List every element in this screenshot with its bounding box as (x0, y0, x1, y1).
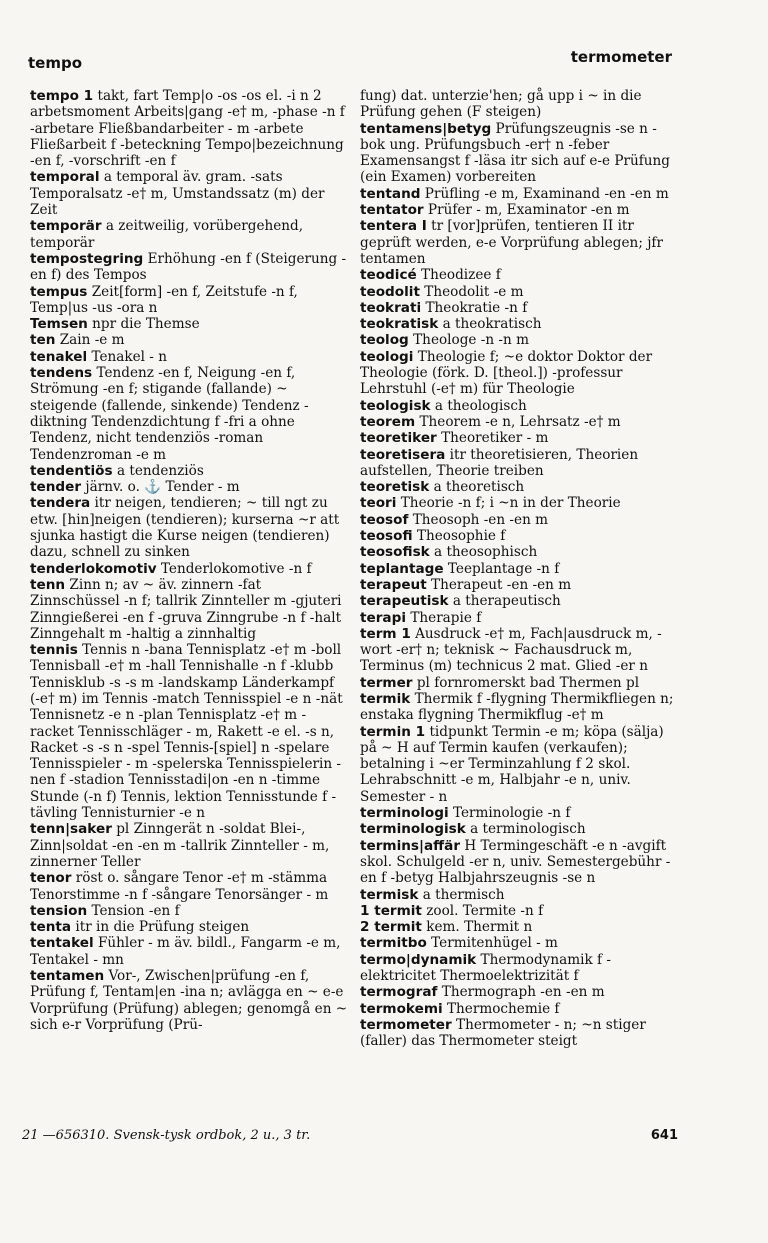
entry-headword: tendentiös (30, 462, 113, 479)
entry-definition: a theosophisch (429, 544, 538, 561)
dictionary-entry (360, 935, 680, 951)
entry-definition: itr neigen, tendieren; ~ till ngt zu etw. [hin]neigen (tendieren); kurserna ~r att sjunka hastigt die Kurse neigen (tendieren) dazu, schnell zu sinken (30, 495, 340, 561)
dictionary-entry (30, 919, 348, 935)
entry-headword: terapeutisk (360, 593, 449, 610)
entry-definition: Therapeut -en -en m (426, 576, 572, 593)
entry-headword: tenn|saker (30, 821, 112, 838)
entry-definition: Thermograph -en -en m (437, 984, 605, 1001)
dictionary-entry (360, 202, 680, 218)
entry-definition: Theologe -n -n m (408, 332, 529, 349)
dictionary-entry (360, 805, 680, 821)
entry-definition: pl fornromerskt bad Thermen pl (412, 674, 640, 691)
entry-definition: Thermometer - n; ~n stiger (faller) das Thermometer steigt (360, 1016, 646, 1050)
entry-headword: tenderlokomotiv (30, 560, 157, 577)
entry-definition: Prüfungszeugnis -se n -bok ung. Prüfungsbuch -er† n -feber Examensangst f -läsa itr sich auf e-e Prüfung (ein Examen) vorbereiten (360, 120, 670, 186)
dictionary-entry (360, 561, 680, 577)
entry-headword: tenor (30, 870, 72, 887)
dictionary-entry (360, 430, 680, 446)
entry-headword: terminologisk (360, 821, 466, 838)
entry-headword: terapeut (360, 576, 427, 593)
entry-headword: teoretisera (360, 446, 446, 463)
entry-definition: Zain -e m (55, 332, 125, 349)
entry-headword: termo|dynamik (360, 951, 477, 968)
dictionary-entry (360, 284, 680, 300)
running-head-left: tempo (28, 54, 83, 72)
dictionary-entry (360, 838, 680, 887)
entry-headword: teosofisk (360, 544, 430, 561)
entry-headword: ten (30, 332, 56, 349)
entry-headword: teodicé (360, 267, 417, 284)
entry-definition: Zinn n; av ~ äv. zinnern -fat Zinnschüssel -n f; tallrik Zinnteller m -gjuteri Zinngießerei -en f -gruva Zinngrube -n f -halt Zinngehalt m -haltig a zinnhaltig (30, 576, 342, 642)
dictionary-entry (360, 903, 680, 919)
dictionary-entry (30, 463, 348, 479)
entry-definition: Fühler - m äv. bildl., Fangarm -e m, Tentakel - mn (30, 935, 341, 968)
dictionary-entry (360, 626, 680, 675)
entry-definition: Theosoph -en -en m (408, 511, 549, 528)
entry-definition: pl Zinngerät n -soldat Blei-, Zinn|soldat -en -en m -tallrik Zinnteller - m, zinnerner Teller (30, 821, 330, 870)
entry-definition: Thermodynamik f -elektricitet Thermoelektrizität f (360, 951, 611, 985)
dictionary-entry (360, 544, 680, 560)
entry-headword: tender (30, 479, 82, 496)
dictionary-entry (30, 821, 348, 870)
entry-headword: tenn (30, 576, 66, 593)
entry-definition: Theorie -n f; i ~n in der Theorie (396, 495, 621, 512)
entry-definition: Tenakel - n (87, 348, 167, 365)
entry-definition: fung) dat. unterzie'hen; gå upp i ~ in die Prüfung gehen (F steigen) (360, 88, 642, 121)
entry-definition: takt, fart Temp|o -os -os el. -i n 2 arbetsmoment Arbeits|gang -e† m, -phase -n f -arbetare Fließbandarbeiter - m -arbete Fließarbeit f -beteckning Tempo|bezeichnung -en f, -vorschrift -en f (30, 88, 345, 170)
entry-headword: tentakel (30, 935, 94, 952)
entry-headword: teori (360, 495, 397, 512)
entry-headword: teorem (360, 413, 416, 430)
entry-headword: tenakel (30, 348, 88, 365)
entry-definition: Theosophie f (412, 528, 506, 545)
dictionary-entry (30, 935, 348, 968)
entry-definition: järnv. o. ⚓ Tender - m (81, 479, 240, 496)
dictionary-entry (30, 332, 348, 348)
dictionary-entry (30, 365, 348, 463)
entry-headword: teologi (360, 348, 414, 365)
entry-definition: kem. Thermit n (421, 919, 533, 936)
dictionary-entry (360, 528, 680, 544)
entry-headword: tempus (30, 283, 88, 300)
entry-definition: a zeitweilig, vorübergehend, temporär (30, 218, 304, 251)
entry-headword: termer (360, 674, 413, 691)
entry-definition: Therapie f (406, 609, 482, 626)
entry-definition: Teeplantage -n f (443, 560, 560, 577)
entry-definition: npr die Themse (87, 316, 200, 333)
dictionary-entry (360, 88, 680, 121)
entry-headword: tendera (30, 495, 91, 512)
dictionary-entry (360, 398, 680, 414)
running-head (28, 48, 672, 76)
entry-definition: Vor-, Zwischen|prüfung -en f, Prüfung f, Tentam|en -ina n; avlägga en ~ e-e Vorprüfung (Prüfung) ablegen; genomgå en ~ sich e-r Vorprüfung (Prü- (30, 968, 348, 1033)
dictionary-entry (30, 169, 348, 218)
entry-headword: termins|affär (360, 837, 461, 854)
dictionary-entry (360, 887, 680, 903)
dictionary-entry (360, 984, 680, 1000)
dictionary-entry (30, 495, 348, 560)
entry-definition: tidpunkt Termin -e m; köpa (sälja) på ~ H auf Termin kaufen (verkaufen); betalning i ~er Terminzahlung f 2 skol. Lehrabschnitt -e m, Halbjahr -e n, univ. Semester - n (360, 723, 664, 805)
entry-headword: tenta (30, 919, 72, 936)
entry-definition: Thermochemie f (442, 1000, 560, 1017)
dictionary-entry (360, 821, 680, 837)
entry-headword: teokratisk (360, 316, 439, 333)
entry-definition: a terminologisch (465, 821, 586, 838)
dictionary-entry (360, 919, 680, 935)
entry-definition: Theodizee f (416, 267, 501, 284)
dictionary-entry (30, 642, 348, 821)
right-column (360, 88, 680, 1050)
entry-headword: termisk (360, 886, 419, 903)
dictionary-entry (360, 1017, 680, 1050)
entry-headword: temporär (30, 218, 102, 235)
entry-headword: teolog (360, 332, 409, 349)
entry-headword: termokemi (360, 1000, 443, 1017)
entry-headword: teosofi (360, 528, 413, 545)
dictionary-entry (360, 186, 680, 202)
entry-headword: term 1 (360, 625, 411, 642)
entry-definition: a theoretisch (429, 479, 525, 496)
dictionary-entry (30, 577, 348, 642)
entry-definition: a theologisch (430, 397, 527, 414)
dictionary-entry (360, 675, 680, 691)
entry-headword: 2 termit (360, 919, 422, 936)
dictionary-entry (360, 724, 680, 805)
entry-definition: H Termingeschäft -e n -avgift skol. Schulgeld -er n, univ. Semestergebühr -en f -betyg Halbjahrszeugnis -se n (360, 837, 671, 887)
entry-definition: Tenderlokomotive -n f (156, 560, 312, 577)
dictionary-entry (360, 414, 680, 430)
entry-definition: a temporal äv. gram. -sats Temporalsatz -e† m, Umstandssatz (m) der Zeit (30, 169, 325, 219)
entry-definition: Theodolit -e m (419, 283, 524, 300)
left-column (30, 88, 348, 1033)
dictionary-entry (30, 251, 348, 284)
dictionary-entry (360, 495, 680, 511)
entry-headword: tentand (360, 185, 421, 202)
dictionary-entry (30, 903, 348, 919)
dictionary-entry (360, 267, 680, 283)
dictionary-entry (30, 316, 348, 332)
entry-definition: Zeit[form] -en f, Zeitstufe -n f, Temp|us -us -ora n (30, 283, 298, 316)
dictionary-entry (30, 284, 348, 317)
dictionary-entry (30, 479, 348, 495)
entry-headword: tentera I (360, 218, 427, 235)
entry-definition: a theokratisch (438, 316, 542, 333)
dictionary-entry (360, 349, 680, 398)
dictionary-entry (360, 447, 680, 480)
entry-headword: tentamen (30, 968, 105, 985)
entry-definition: Theoretiker - m (436, 430, 549, 447)
dictionary-entry (360, 691, 680, 724)
dictionary-entry (360, 479, 680, 495)
entry-headword: tentamens|betyg (360, 120, 492, 137)
entry-headword: termin 1 (360, 723, 426, 740)
entry-definition: Theorem -e n, Lehrsatz -e† m (415, 413, 621, 430)
entry-headword: tempo 1 (30, 88, 94, 104)
entry-definition: itr theoretisieren, Theorien aufstellen, Theorie treiben (360, 446, 639, 479)
entry-headword: termitbo (360, 935, 427, 952)
entry-definition: Prüfling -e m, Examinand -en -en m (420, 185, 669, 202)
entry-definition: röst o. sångare Tenor -e† m -stämma Tenorstimme -n f -sångare Tenorsänger - m (30, 870, 329, 903)
dictionary-entry (360, 121, 680, 186)
entry-headword: teodolit (360, 283, 420, 300)
entry-definition: a thermisch (418, 886, 505, 903)
entry-definition: a tendenziös (112, 462, 204, 479)
entry-headword: teokrati (360, 299, 422, 316)
entry-headword: teplantage (360, 560, 444, 577)
running-head-right: termometer (570, 48, 672, 66)
entry-headword: teoretisk (360, 479, 430, 496)
entry-headword: termograf (360, 984, 438, 1001)
page-number: 641 (650, 1128, 678, 1143)
dictionary-entry (30, 88, 348, 169)
entry-definition: Thermik f -flygning Thermikfliegen n; enstaka flygning Thermikflug -e† m (360, 690, 674, 724)
dictionary-entry (360, 512, 680, 528)
entry-definition: Terminologie -n f (448, 805, 571, 822)
dictionary-entry (30, 561, 348, 577)
entry-headword: Temsen (30, 316, 88, 333)
dictionary-entry (360, 593, 680, 609)
entry-definition: a therapeutisch (448, 593, 561, 610)
entry-definition: itr in die Prüfung steigen (71, 919, 250, 936)
entry-definition: Tennis n -bana Tennisplatz -e† m -boll Tennisball -e† m -hall Tennishalle -n f -klubb Tennisklub -s -s m -landskamp Länderkampf (-e† m) im Tennis -match Tennisspiel -e n -nät Tennisnetz -e n -plan Tennisplatz -e† m -racket Tennisschläger - m, Rakett -e el. -s n, Racket -s -s n -spel Tennis-[spiel] n -spelare Tennisspieler - m -spelerska Tennisspielerin -nen f -stadion Tennisstadi|on -en n -timme Stunde (-n f) Tennis, lektion Tennisstunde f -tävling Tennisturnier -e n (30, 642, 343, 822)
dictionary-entry (30, 349, 348, 365)
entry-definition: zool. Termite -n f (421, 902, 544, 919)
dictionary-entry (360, 577, 680, 593)
entry-definition: Ausdruck -e† m, Fach|ausdruck m, -wort -er† n; teknisk ~ Fachausdruck m, Terminus (m) technicus 2 mat. Glied -er n (360, 625, 662, 675)
entry-headword: 1 termit (360, 902, 422, 919)
entry-definition: Theologie f; ~e doktor Doktor der Theologie (förk. D. [theol.]) -professur Lehrstuhl (-e† m) für Theologie (360, 348, 653, 398)
dictionary-entry (360, 952, 680, 985)
dictionary-entry (30, 870, 348, 903)
entry-headword: tendens (30, 365, 93, 382)
entry-headword: teosof (360, 511, 409, 528)
dictionary-entry (360, 300, 680, 316)
entry-definition: Theokratie -n f (421, 299, 528, 316)
entry-headword: teologisk (360, 397, 431, 414)
entry-headword: terapi (360, 609, 406, 626)
entry-headword: tempostegring (30, 250, 144, 267)
print-note: 21 —656310. Svensk-tysk ordbok, 2 u., 3 tr. (22, 1128, 311, 1143)
dictionary-entry (360, 218, 680, 267)
entry-definition: Termitenhügel - m (426, 935, 558, 952)
entry-headword: termometer (360, 1016, 452, 1033)
entry-headword: tension (30, 902, 88, 919)
dictionary-entry (30, 218, 348, 251)
entry-headword: tennis (30, 642, 78, 659)
entry-definition: tr [vor]prüfen, tentieren II itr geprüft werden, e-e Vorprüfung ablegen; jfr tentamen (360, 218, 663, 267)
entry-definition: Erhöhung -en f (Steigerung -en f) des Tempos (30, 250, 347, 284)
entry-definition: Tendenz -en f, Neigung -en f, Strömung -en f; stigande (fallande) ~ steigende (fallende, sinkende) Tendenz -diktning Tendenzdichtung f -fri a ohne Tendenz, nicht tendenziös -roman Tendenzroman -e m (30, 365, 309, 463)
dictionary-entry (360, 332, 680, 348)
dictionary-entry (360, 610, 680, 626)
dictionary-entry (30, 968, 348, 1033)
entry-definition: Prüfer - m, Examinator -en m (423, 202, 630, 219)
entry-headword: tentator (360, 202, 424, 219)
entry-headword: termik (360, 690, 411, 707)
entry-headword: teoretiker (360, 430, 437, 447)
dictionary-entry (360, 1001, 680, 1017)
entry-headword: temporal (30, 169, 100, 186)
entry-definition: Tension -en f (87, 902, 180, 919)
entry-headword: terminologi (360, 805, 449, 822)
dictionary-entry (360, 316, 680, 332)
